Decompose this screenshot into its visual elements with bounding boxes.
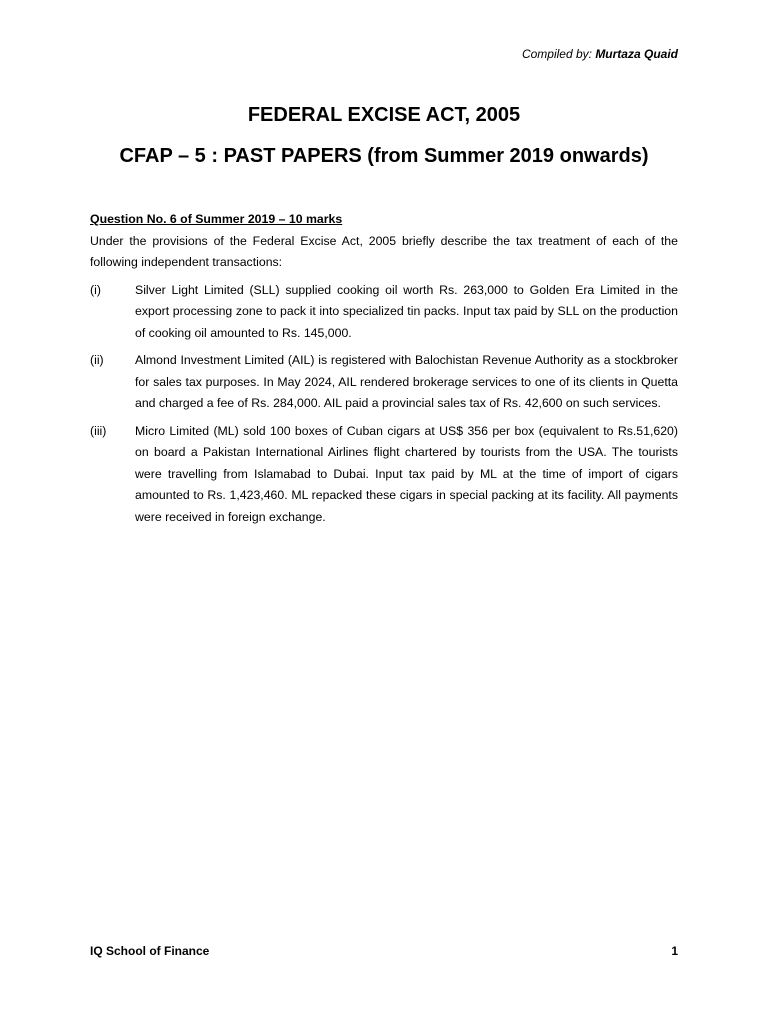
compiled-by xyxy=(522,47,678,61)
page-number: 1 xyxy=(671,944,678,958)
question-section xyxy=(90,209,678,534)
item-text: Silver Light Limited (SLL) supplied cooking oil worth Rs. 263,000 to Golden Era Limited in the export processing zone to pack it into specialized tin packs. Input tax paid by SLL on the production of cooking oil amounted to Rs. 145,000. xyxy=(135,282,678,340)
compiled-label: Compiled by: xyxy=(521,47,596,61)
question-heading: Question No. 6 of Summer 2019 – 10 marks xyxy=(90,212,343,226)
document-title: FEDERAL EXCISE ACT, 2005 xyxy=(247,104,521,126)
footer-school: IQ School of Finance xyxy=(90,944,210,958)
item-number: (i) xyxy=(90,282,101,297)
item-text: Micro Limited (ML) sold 100 boxes of Cuban cigars at US$ 356 per box (equivalent to Rs.51,620) on board a Pakistan International Airlines flight chartered by tourists from the USA. The tourists were travelling from Islamabad to Dubai. Input tax paid by ML at the time of import of cigars amounted to Rs. 1,423,460. ML repacked these cigars in special packing at its facility. All payments were received in foreign exchange. xyxy=(135,423,678,524)
list-item xyxy=(90,280,678,345)
item-text: Almond Investment Limited (AIL) is registered with Balochistan Revenue Authority as a stockbroker for sales tax purposes. In May 2024, AIL rendered brokerage services to one of its clients in Quetta and charged a fee of Rs. 284,000. AIL paid a provincial sales tax of Rs. 42,600 on such services. xyxy=(135,353,678,410)
item-number: (ii) xyxy=(90,353,104,367)
document-subtitle: CFAP – 5 : PAST PAPERS (from Summer 2019 onwards) xyxy=(119,145,649,167)
compiler-name: Murtaza Quaid xyxy=(595,47,678,61)
list-item xyxy=(90,350,678,415)
list-item xyxy=(90,421,678,529)
item-number: (iii) xyxy=(90,423,107,438)
question-intro: Under the provisions of the Federal Excise Act, 2005 briefly describe the tax treatment of each of the following independent transactions: xyxy=(90,233,678,269)
